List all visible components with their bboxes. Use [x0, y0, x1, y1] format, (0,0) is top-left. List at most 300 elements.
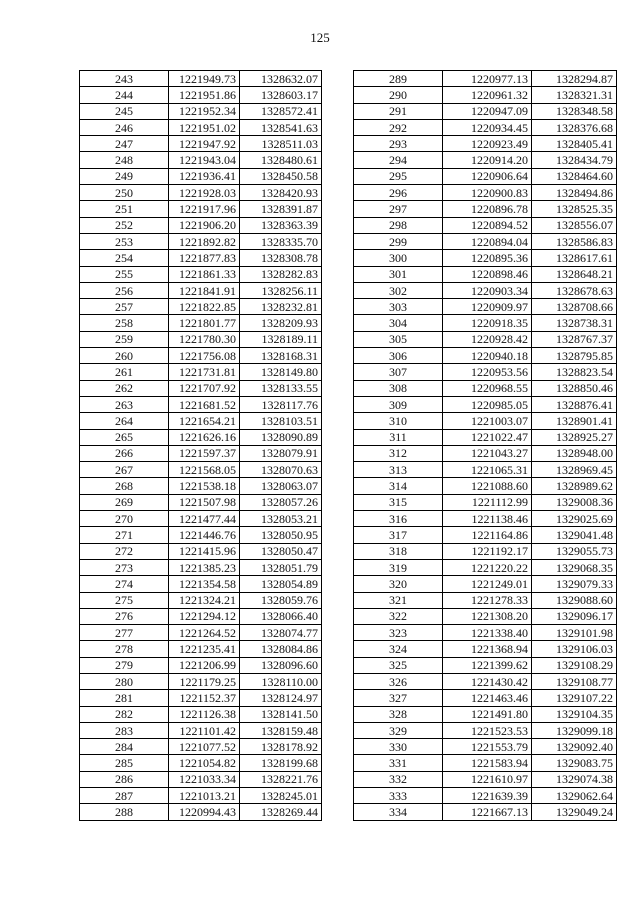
x-coordinate-cell: 1221338.40 [443, 625, 532, 641]
x-coordinate-cell: 1221477.44 [169, 511, 240, 527]
y-coordinate-cell: 1328348.58 [532, 103, 617, 119]
x-coordinate-cell: 1221354.58 [169, 576, 240, 592]
point-number-cell: 283 [80, 722, 169, 738]
x-coordinate-cell: 1221523.53 [443, 722, 532, 738]
y-coordinate-cell: 1328586.83 [532, 233, 617, 249]
table-row [354, 396, 617, 412]
y-coordinate-cell: 1328096.60 [240, 657, 322, 673]
x-coordinate-cell: 1220898.46 [443, 266, 532, 282]
point-number-cell: 304 [354, 315, 443, 331]
point-number-cell: 291 [354, 103, 443, 119]
y-coordinate-cell: 1329008.36 [532, 494, 617, 510]
x-coordinate-cell: 1221928.03 [169, 185, 240, 201]
table-row [354, 543, 617, 559]
point-number-cell: 300 [354, 250, 443, 266]
point-number-cell: 267 [80, 462, 169, 478]
y-coordinate-cell: 1328648.21 [532, 266, 617, 282]
x-coordinate-cell: 1220953.56 [443, 364, 532, 380]
x-coordinate-cell: 1220900.83 [443, 185, 532, 201]
y-coordinate-cell: 1328494.86 [532, 185, 617, 201]
table-row [354, 266, 617, 282]
x-coordinate-cell: 1221065.31 [443, 462, 532, 478]
x-coordinate-cell: 1221731.81 [169, 364, 240, 380]
y-coordinate-cell: 1328678.63 [532, 282, 617, 298]
x-coordinate-cell: 1221610.97 [443, 771, 532, 787]
table-row [354, 755, 617, 771]
table-row [354, 331, 617, 347]
table-row [354, 87, 617, 103]
point-number-cell: 271 [80, 527, 169, 543]
x-coordinate-cell: 1220994.43 [169, 804, 240, 820]
point-number-cell: 272 [80, 543, 169, 559]
point-number-cell: 294 [354, 152, 443, 168]
x-coordinate-cell: 1220918.35 [443, 315, 532, 331]
table-row [354, 511, 617, 527]
point-number-cell: 324 [354, 641, 443, 657]
table-row [354, 136, 617, 152]
x-coordinate-cell: 1221463.46 [443, 690, 532, 706]
y-coordinate-cell: 1329096.17 [532, 608, 617, 624]
y-coordinate-cell: 1328074.77 [240, 625, 322, 641]
y-coordinate-cell: 1328051.79 [240, 559, 322, 575]
y-coordinate-cell: 1328059.76 [240, 592, 322, 608]
y-coordinate-cell: 1328823.54 [532, 364, 617, 380]
point-number-cell: 243 [80, 71, 169, 87]
y-coordinate-cell: 1329062.64 [532, 788, 617, 804]
y-coordinate-cell: 1328925.27 [532, 429, 617, 445]
point-number-cell: 318 [354, 543, 443, 559]
y-coordinate-cell: 1328876.41 [532, 396, 617, 412]
y-coordinate-cell: 1329107.22 [532, 690, 617, 706]
table-row [80, 71, 322, 87]
point-number-cell: 275 [80, 592, 169, 608]
y-coordinate-cell: 1328232.81 [240, 299, 322, 315]
x-coordinate-cell: 1220947.09 [443, 103, 532, 119]
x-coordinate-cell: 1221877.83 [169, 250, 240, 266]
y-coordinate-cell: 1328541.63 [240, 119, 322, 135]
y-coordinate-cell: 1328057.26 [240, 494, 322, 510]
y-coordinate-cell: 1328708.66 [532, 299, 617, 315]
y-coordinate-cell: 1329049.24 [532, 804, 617, 820]
table-row [354, 592, 617, 608]
x-coordinate-cell: 1221681.52 [169, 396, 240, 412]
y-coordinate-cell: 1329083.75 [532, 755, 617, 771]
x-coordinate-cell: 1221415.96 [169, 543, 240, 559]
y-coordinate-cell: 1328405.41 [532, 136, 617, 152]
x-coordinate-cell: 1221088.60 [443, 478, 532, 494]
page-number: 125 [310, 30, 330, 45]
table-row [80, 315, 322, 331]
x-coordinate-cell: 1221399.62 [443, 657, 532, 673]
point-number-cell: 314 [354, 478, 443, 494]
table-row [80, 657, 322, 673]
table-row [354, 380, 617, 396]
point-number-cell: 328 [354, 706, 443, 722]
x-coordinate-cell: 1221101.42 [169, 722, 240, 738]
point-number-cell: 260 [80, 348, 169, 364]
y-coordinate-cell: 1328767.37 [532, 331, 617, 347]
y-coordinate-cell: 1328084.86 [240, 641, 322, 657]
x-coordinate-cell: 1221385.23 [169, 559, 240, 575]
point-number-cell: 331 [354, 755, 443, 771]
x-coordinate-cell: 1221951.86 [169, 87, 240, 103]
point-number-cell: 330 [354, 739, 443, 755]
x-coordinate-cell: 1221707.92 [169, 380, 240, 396]
y-coordinate-cell: 1328221.76 [240, 771, 322, 787]
x-coordinate-cell: 1221138.46 [443, 511, 532, 527]
point-number-cell: 259 [80, 331, 169, 347]
point-number-cell: 301 [354, 266, 443, 282]
x-coordinate-cell: 1221077.52 [169, 739, 240, 755]
y-coordinate-cell: 1329088.60 [532, 592, 617, 608]
table-row [80, 119, 322, 135]
y-coordinate-cell: 1328168.31 [240, 348, 322, 364]
x-coordinate-cell: 1221861.33 [169, 266, 240, 282]
y-coordinate-cell: 1328256.11 [240, 282, 322, 298]
y-coordinate-cell: 1329041.48 [532, 527, 617, 543]
point-number-cell: 307 [354, 364, 443, 380]
y-coordinate-cell: 1329106.03 [532, 641, 617, 657]
table-row [80, 462, 322, 478]
point-number-cell: 295 [354, 168, 443, 184]
point-number-cell: 302 [354, 282, 443, 298]
x-coordinate-cell: 1221446.76 [169, 527, 240, 543]
x-coordinate-cell: 1220985.05 [443, 396, 532, 412]
table-row [80, 641, 322, 657]
x-coordinate-cell: 1221308.20 [443, 608, 532, 624]
y-coordinate-cell: 1328103.51 [240, 413, 322, 429]
y-coordinate-cell: 1329101.98 [532, 625, 617, 641]
table-row [80, 706, 322, 722]
x-coordinate-cell: 1221249.01 [443, 576, 532, 592]
x-coordinate-cell: 1221667.13 [443, 804, 532, 820]
table-body [80, 71, 322, 821]
table-row [80, 559, 322, 575]
point-number-cell: 312 [354, 445, 443, 461]
point-number-cell: 258 [80, 315, 169, 331]
x-coordinate-cell: 1221164.86 [443, 527, 532, 543]
y-coordinate-cell: 1329099.18 [532, 722, 617, 738]
x-coordinate-cell: 1221294.12 [169, 608, 240, 624]
y-coordinate-cell: 1328795.85 [532, 348, 617, 364]
x-coordinate-cell: 1221278.33 [443, 592, 532, 608]
x-coordinate-cell: 1221538.18 [169, 478, 240, 494]
y-coordinate-cell: 1328480.61 [240, 152, 322, 168]
y-coordinate-cell: 1328632.07 [240, 71, 322, 87]
point-number-cell: 297 [354, 201, 443, 217]
y-coordinate-cell: 1328053.21 [240, 511, 322, 527]
x-coordinate-cell: 1221949.73 [169, 71, 240, 87]
point-number-cell: 256 [80, 282, 169, 298]
table-row [354, 299, 617, 315]
coordinates-table-right [353, 70, 617, 821]
point-number-cell: 289 [354, 71, 443, 87]
table-row [354, 233, 617, 249]
y-coordinate-cell: 1328948.00 [532, 445, 617, 461]
point-number-cell: 316 [354, 511, 443, 527]
table-row [80, 185, 322, 201]
point-number-cell: 285 [80, 755, 169, 771]
table-row [354, 722, 617, 738]
point-number-cell: 315 [354, 494, 443, 510]
point-number-cell: 248 [80, 152, 169, 168]
x-coordinate-cell: 1221952.34 [169, 103, 240, 119]
x-coordinate-cell: 1221179.25 [169, 673, 240, 689]
table-row [80, 804, 322, 820]
table-row [354, 739, 617, 755]
point-number-cell: 334 [354, 804, 443, 820]
point-number-cell: 253 [80, 233, 169, 249]
table-row [354, 413, 617, 429]
table-row [80, 299, 322, 315]
y-coordinate-cell: 1328556.07 [532, 217, 617, 233]
y-coordinate-cell: 1328321.31 [532, 87, 617, 103]
x-coordinate-cell: 1221654.21 [169, 413, 240, 429]
y-coordinate-cell: 1328269.44 [240, 804, 322, 820]
x-coordinate-cell: 1221568.05 [169, 462, 240, 478]
y-coordinate-cell: 1329074.38 [532, 771, 617, 787]
x-coordinate-cell: 1221947.92 [169, 136, 240, 152]
y-coordinate-cell: 1328110.00 [240, 673, 322, 689]
x-coordinate-cell: 1221491.80 [443, 706, 532, 722]
table-row [80, 396, 322, 412]
table-row [354, 429, 617, 445]
y-coordinate-cell: 1328199.68 [240, 755, 322, 771]
point-number-cell: 290 [354, 87, 443, 103]
table-row [80, 576, 322, 592]
table-row [80, 87, 322, 103]
x-coordinate-cell: 1221780.30 [169, 331, 240, 347]
table-row [80, 608, 322, 624]
table-row [80, 282, 322, 298]
table-row [354, 527, 617, 543]
x-coordinate-cell: 1220961.32 [443, 87, 532, 103]
point-number-cell: 310 [354, 413, 443, 429]
table-row [354, 706, 617, 722]
y-coordinate-cell: 1328464.60 [532, 168, 617, 184]
point-number-cell: 326 [354, 673, 443, 689]
x-coordinate-cell: 1221892.82 [169, 233, 240, 249]
y-coordinate-cell: 1328133.55 [240, 380, 322, 396]
table-row [354, 657, 617, 673]
table-row [80, 494, 322, 510]
table-row [354, 494, 617, 510]
y-coordinate-cell: 1328376.68 [532, 119, 617, 135]
table-row [80, 771, 322, 787]
y-coordinate-cell: 1329055.73 [532, 543, 617, 559]
table-row [354, 788, 617, 804]
table-row [80, 722, 322, 738]
x-coordinate-cell: 1221206.99 [169, 657, 240, 673]
table-row [354, 315, 617, 331]
x-coordinate-cell: 1221264.52 [169, 625, 240, 641]
y-coordinate-cell: 1328525.35 [532, 201, 617, 217]
point-number-cell: 268 [80, 478, 169, 494]
y-coordinate-cell: 1328989.62 [532, 478, 617, 494]
table-row [80, 136, 322, 152]
point-number-cell: 273 [80, 559, 169, 575]
y-coordinate-cell: 1328282.83 [240, 266, 322, 282]
y-coordinate-cell: 1328511.03 [240, 136, 322, 152]
table-row [354, 445, 617, 461]
point-number-cell: 293 [354, 136, 443, 152]
x-coordinate-cell: 1221126.38 [169, 706, 240, 722]
point-number-cell: 311 [354, 429, 443, 445]
x-coordinate-cell: 1221906.20 [169, 217, 240, 233]
point-number-cell: 288 [80, 804, 169, 820]
table-row [354, 250, 617, 266]
table-row [80, 543, 322, 559]
y-coordinate-cell: 1329092.40 [532, 739, 617, 755]
x-coordinate-cell: 1221192.17 [443, 543, 532, 559]
x-coordinate-cell: 1220906.64 [443, 168, 532, 184]
x-coordinate-cell: 1221003.07 [443, 413, 532, 429]
point-number-cell: 278 [80, 641, 169, 657]
x-coordinate-cell: 1220895.36 [443, 250, 532, 266]
x-coordinate-cell: 1221951.02 [169, 119, 240, 135]
point-number-cell: 327 [354, 690, 443, 706]
table-row [354, 282, 617, 298]
table-row [354, 576, 617, 592]
y-coordinate-cell: 1328149.80 [240, 364, 322, 380]
table-row [354, 348, 617, 364]
x-coordinate-cell: 1221841.91 [169, 282, 240, 298]
x-coordinate-cell: 1221368.94 [443, 641, 532, 657]
table-row [80, 331, 322, 347]
point-number-cell: 308 [354, 380, 443, 396]
table-row [80, 673, 322, 689]
y-coordinate-cell: 1328178.92 [240, 739, 322, 755]
x-coordinate-cell: 1221822.85 [169, 299, 240, 315]
y-coordinate-cell: 1328050.47 [240, 543, 322, 559]
x-coordinate-cell: 1221112.99 [443, 494, 532, 510]
point-number-cell: 263 [80, 396, 169, 412]
x-coordinate-cell: 1220909.97 [443, 299, 532, 315]
table-row [80, 168, 322, 184]
y-coordinate-cell: 1328050.95 [240, 527, 322, 543]
y-coordinate-cell: 1328054.89 [240, 576, 322, 592]
table-row [354, 608, 617, 624]
table-row [80, 266, 322, 282]
point-number-cell: 255 [80, 266, 169, 282]
y-coordinate-cell: 1328117.76 [240, 396, 322, 412]
table-row [354, 462, 617, 478]
table-row [80, 348, 322, 364]
point-number-cell: 264 [80, 413, 169, 429]
point-number-cell: 313 [354, 462, 443, 478]
point-number-cell: 306 [354, 348, 443, 364]
point-number-cell: 252 [80, 217, 169, 233]
y-coordinate-cell: 1328245.01 [240, 788, 322, 804]
table-body [354, 71, 617, 821]
point-number-cell: 286 [80, 771, 169, 787]
x-coordinate-cell: 1221054.82 [169, 755, 240, 771]
x-coordinate-cell: 1221430.42 [443, 673, 532, 689]
point-number-cell: 274 [80, 576, 169, 592]
x-coordinate-cell: 1221013.21 [169, 788, 240, 804]
table-row [80, 511, 322, 527]
point-number-cell: 281 [80, 690, 169, 706]
y-coordinate-cell: 1328159.48 [240, 722, 322, 738]
table-row [80, 250, 322, 266]
x-coordinate-cell: 1221597.37 [169, 445, 240, 461]
table-row [354, 71, 617, 87]
point-number-cell: 323 [354, 625, 443, 641]
y-coordinate-cell: 1329068.35 [532, 559, 617, 575]
x-coordinate-cell: 1221553.79 [443, 739, 532, 755]
x-coordinate-cell: 1221583.94 [443, 755, 532, 771]
x-coordinate-cell: 1220928.42 [443, 331, 532, 347]
table-row [80, 690, 322, 706]
table-row [354, 641, 617, 657]
x-coordinate-cell: 1220940.18 [443, 348, 532, 364]
y-coordinate-cell: 1328070.63 [240, 462, 322, 478]
y-coordinate-cell: 1328969.45 [532, 462, 617, 478]
x-coordinate-cell: 1220894.52 [443, 217, 532, 233]
y-coordinate-cell: 1329025.69 [532, 511, 617, 527]
y-coordinate-cell: 1329108.29 [532, 657, 617, 673]
point-number-cell: 282 [80, 706, 169, 722]
table-row [80, 592, 322, 608]
point-number-cell: 276 [80, 608, 169, 624]
point-number-cell: 249 [80, 168, 169, 184]
table-row [354, 103, 617, 119]
x-coordinate-cell: 1221756.08 [169, 348, 240, 364]
table-row [80, 103, 322, 119]
point-number-cell: 247 [80, 136, 169, 152]
point-number-cell: 305 [354, 331, 443, 347]
x-coordinate-cell: 1221235.41 [169, 641, 240, 657]
point-number-cell: 277 [80, 625, 169, 641]
x-coordinate-cell: 1221626.16 [169, 429, 240, 445]
table-row [80, 233, 322, 249]
y-coordinate-cell: 1328450.58 [240, 168, 322, 184]
point-number-cell: 287 [80, 788, 169, 804]
table-row [80, 413, 322, 429]
point-number-cell: 279 [80, 657, 169, 673]
x-coordinate-cell: 1221917.96 [169, 201, 240, 217]
x-coordinate-cell: 1220896.78 [443, 201, 532, 217]
point-number-cell: 284 [80, 739, 169, 755]
point-number-cell: 298 [354, 217, 443, 233]
y-coordinate-cell: 1328617.61 [532, 250, 617, 266]
table-row [354, 201, 617, 217]
point-number-cell: 266 [80, 445, 169, 461]
point-number-cell: 251 [80, 201, 169, 217]
table-row [80, 445, 322, 461]
table-row [80, 788, 322, 804]
point-number-cell: 299 [354, 233, 443, 249]
point-number-cell: 292 [354, 119, 443, 135]
table-row [354, 478, 617, 494]
y-coordinate-cell: 1328434.79 [532, 152, 617, 168]
y-coordinate-cell: 1328572.41 [240, 103, 322, 119]
table-row [80, 478, 322, 494]
y-coordinate-cell: 1328294.87 [532, 71, 617, 87]
table-row [354, 152, 617, 168]
y-coordinate-cell: 1328335.70 [240, 233, 322, 249]
y-coordinate-cell: 1329108.77 [532, 673, 617, 689]
x-coordinate-cell: 1220894.04 [443, 233, 532, 249]
point-number-cell: 332 [354, 771, 443, 787]
y-coordinate-cell: 1328363.39 [240, 217, 322, 233]
table-row [354, 625, 617, 641]
y-coordinate-cell: 1328079.91 [240, 445, 322, 461]
x-coordinate-cell: 1220977.13 [443, 71, 532, 87]
x-coordinate-cell: 1221022.47 [443, 429, 532, 445]
table-row [80, 755, 322, 771]
point-number-cell: 333 [354, 788, 443, 804]
